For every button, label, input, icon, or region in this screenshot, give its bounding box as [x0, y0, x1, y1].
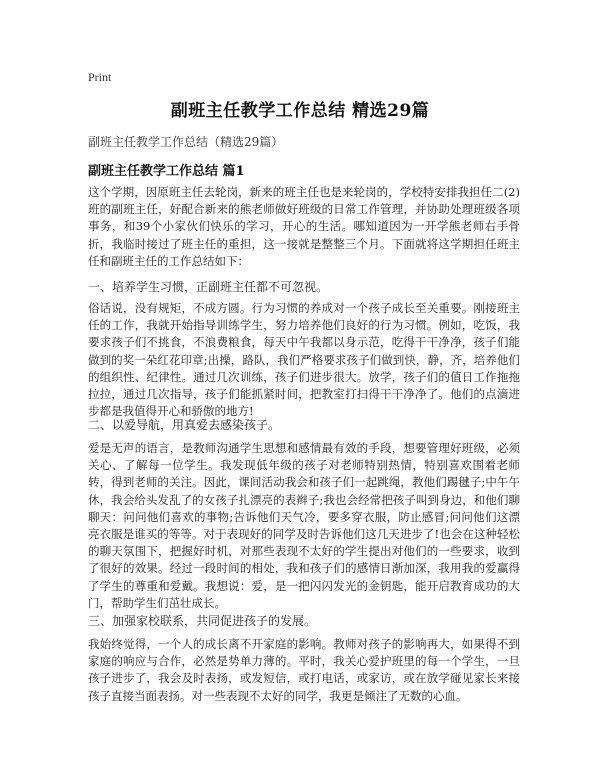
chapter-heading: 副班主任教学工作总结 篇1 — [88, 164, 245, 179]
intro-paragraph: 这个学期，因原班主任去轮岗，新来的班主任也是来轮岗的，学校特安排我担任二(2)班的副班主任，好配合新来的熊老师做好班级的日常工作管理，并协助处理班级各项事务，和39个小家伙们快乐的学习，开心的生活。哪知道因为一开学熊老师右手骨折，我临时接过了班主任的重担，这一接就是整整三个月。下面就将这学期担任班主任和副班主任的工作总结如下： — [88, 185, 520, 268]
page-title: 副班主任教学工作总结 精选29篇 — [170, 101, 430, 121]
section-body-3: 我始终觉得，一个人的成长离不开家庭的影响。教师对孩子的影响再大，如果得不到家庭的响应与合作，必然是势单力薄的。平时，我关心爱护班里的每一个学生，一旦孩子进步了，我会及时表扬，或发短信，或打电话，或家访，或在放学碰见家长来接孩子直接当面表扬。对一些表现不太好的同学，我更是倾注了无数的心血。 — [88, 637, 520, 703]
section-heading-1: 一、培养学生习惯，正副班主任都不可忽视。 — [88, 280, 329, 294]
section-heading-3: 三、加强家校联系，共同促进孩子的发展。 — [88, 614, 317, 628]
print-link[interactable]: Print — [88, 70, 112, 84]
section-heading-2: 二、以爱导航，用真爱去感染孩子。 — [88, 418, 281, 432]
section-body-1: 俗话说，没有规矩，不成方圆。行为习惯的养成对一个孩子成长至关重要。刚接班主任的工作，我就开始指导训练学生，努力培养他们良好的行为习惯。例如，吃饭，我要求孩子们不挑食，不浪费粮食，每天中午我都以身示范，吃得干干净净，孩子们能做到的奖一朵红花印章;出操，路队，我们严格要求孩子们做到快，静，齐，培养他们的组织性、纪律性。通过几次训练，孩子们进步很大。放学，孩子们的值日工作拖拖拉拉，通过几次指导，孩子们能抓紧时间，把教室打扫得干干净净了。他们的点滴进步都是我值得开心和骄傲的地方! — [88, 301, 520, 419]
subtitle: 副班主任教学工作总结（精选29篇） — [88, 135, 284, 149]
section-body-2: 爱是无声的语言，是教师沟通学生思想和感情最有效的手段，想要管理好班级，必须关心、了解每一位学生。我发现低年级的孩子对老师特别热情，特别喜欢围着老师转，得到老师的关注。因此，课间活动我会和孩子们一起跳绳，教他们踢毽子;中午午休，我会给头发乱了的女孩子扎漂亮的表辫子;我也会经常把孩子叫到身边，和他们聊聊天：问问他们喜欢的事物;告诉他们天气冷，要多穿衣服，防止感冒;问问他们这漂亮衣服是谁买的等等。对于表现好的同学及时告诉他们这几天进步了!也会在这种轻松的聊天氛围下，把握好时机，对那些表现不太好的学生提出对他们的一些要求，收到了很好的效果。经过一段时间的相处，我和孩子们的感情日渐加深，我用我的爱赢得了学生的尊重和爱戴。我想说：爱，是一把闪闪发光的金钥匙，能开启教育成功的大门，帮助学生们茁壮成长。 — [88, 441, 520, 610]
